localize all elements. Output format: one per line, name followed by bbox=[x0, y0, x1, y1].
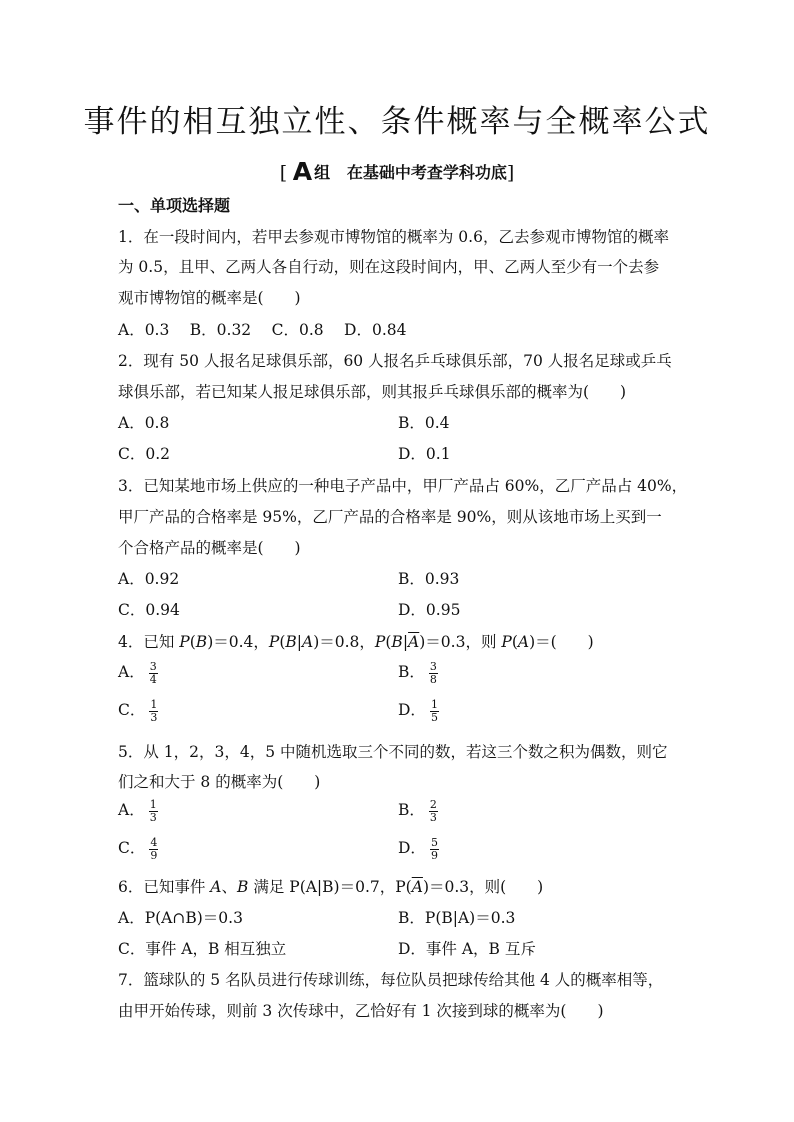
q4-option-c: C． $\frac{1}{3}$ bbox=[118, 697, 158, 724]
q7-line-2: 由甲开始传球，则前 3 次传球中，乙恰好有 1 次接到球的概率为( ) bbox=[118, 1002, 604, 1020]
fraction: $\frac{1}{3}$ bbox=[150, 697, 158, 724]
q2-option-d: D．0.1 bbox=[398, 445, 451, 463]
fraction: $\frac{3}{8}$ bbox=[429, 659, 437, 686]
right-bracket: ] bbox=[506, 162, 515, 184]
q5-option-a: A． $\frac{1}{3}$ bbox=[118, 797, 157, 824]
fraction: $\frac{4}{9}$ bbox=[150, 835, 158, 862]
fraction: $\frac{1}{5}$ bbox=[430, 697, 438, 724]
group-suffix: 组 bbox=[314, 163, 331, 182]
fraction: $\frac{3}{4}$ bbox=[149, 659, 157, 686]
q6-option-b: B．P(B|A)＝0.3 bbox=[398, 909, 516, 927]
group-letter: A bbox=[292, 157, 313, 186]
q6-option-c: C．事件 A，B 相互独立 bbox=[118, 940, 287, 958]
q5-option-b: B． $\frac{2}{3}$ bbox=[398, 797, 437, 824]
q2-option-a: A．0.8 bbox=[118, 414, 170, 432]
q7-line-1: 7．篮球队的 5 名队员进行传球训练，每位队员把球传给其他 4 人的概率相等， bbox=[118, 971, 664, 989]
q4-option-d: D． $\frac{1}{5}$ bbox=[398, 697, 438, 724]
q5-option-d: D． $\frac{5}{9}$ bbox=[398, 835, 438, 862]
left-bracket: [ bbox=[279, 162, 288, 184]
q2-option-b: B．0.4 bbox=[398, 414, 450, 432]
q5-option-c: C． $\frac{4}{9}$ bbox=[118, 835, 158, 862]
fraction: $\frac{2}{3}$ bbox=[429, 797, 437, 824]
page-title: 事件的相互独立性、条件概率与全概率公式 bbox=[83, 104, 711, 140]
q1-line-1: 1．在一段时间内，若甲去参观市博物馆的概率为 0.6，乙去参观市博物馆的概率 bbox=[118, 228, 669, 246]
q3-line-3: 个合格产品的概率是( ) bbox=[118, 539, 301, 557]
q6-option-a: A．P(A∩B)＝0.3 bbox=[118, 909, 243, 927]
q3-option-d: D．0.95 bbox=[398, 601, 461, 619]
q3-line-2: 甲厂产品的合格率是 95%，乙厂产品的合格率是 90%，则从该地市场上买到一 bbox=[118, 508, 662, 526]
q3-option-b: B．0.93 bbox=[398, 570, 460, 588]
q2-line-2: 球俱乐部，若已知某人报足球俱乐部，则其报乒乓球俱乐部的概率为( ) bbox=[118, 383, 627, 401]
q6-stem: 6．已知事件 A、B 满足 P(A|B)＝0.7，$P(\overline{A})=0.3$，则( ) bbox=[118, 878, 544, 896]
q6-option-d: D．事件 A，B 互斥 bbox=[398, 940, 536, 958]
group-heading bbox=[0, 155, 794, 184]
fraction: $\frac{5}{9}$ bbox=[430, 835, 438, 862]
q1-line-2: 为 0.5，且甲、乙两人各自行动，则在这段时间内，甲、乙两人至少有一个去参 bbox=[118, 258, 660, 276]
q1-line-3: 观市博物馆的概率是( ) bbox=[118, 289, 301, 307]
q2-line-1: 2．现有 50 人报名足球俱乐部，60 人报名乒乓球俱乐部，70 人报名足球或乒乓 bbox=[118, 352, 672, 370]
section-heading: 一、单项选择题 bbox=[118, 196, 231, 215]
q5-line-1: 5．从 1，2，3，4，5 中随机选取三个不同的数，若这三个数之积为偶数，则它 bbox=[118, 743, 668, 761]
group-text: 在基础中考查学科功底 bbox=[346, 163, 507, 182]
q3-option-a: A．0.92 bbox=[118, 570, 180, 588]
fraction: $\frac{1}{3}$ bbox=[149, 797, 157, 824]
q5-line-2: 们之和大于 8 的概率为( ) bbox=[118, 773, 321, 791]
q2-option-c: C．0.2 bbox=[118, 445, 171, 463]
q1-options: A．0.3 B．0.32 C．0.8 D．0.84 bbox=[118, 321, 407, 339]
q4-option-b: B． $\frac{3}{8}$ bbox=[398, 659, 437, 686]
q4-option-a: A． $\frac{3}{4}$ bbox=[118, 659, 157, 686]
q4-stem: 4．已知 P(B)＝0.4，P(B|A)＝0.8，$P(B|\overline{A})=0.3$，则 P(A)＝( ) bbox=[118, 633, 594, 651]
q3-line-1: 3．已知某地市场上供应的一种电子产品中，甲厂产品占 60%，乙厂产品占 40%， bbox=[118, 477, 688, 495]
q3-option-c: C．0.94 bbox=[118, 601, 180, 619]
